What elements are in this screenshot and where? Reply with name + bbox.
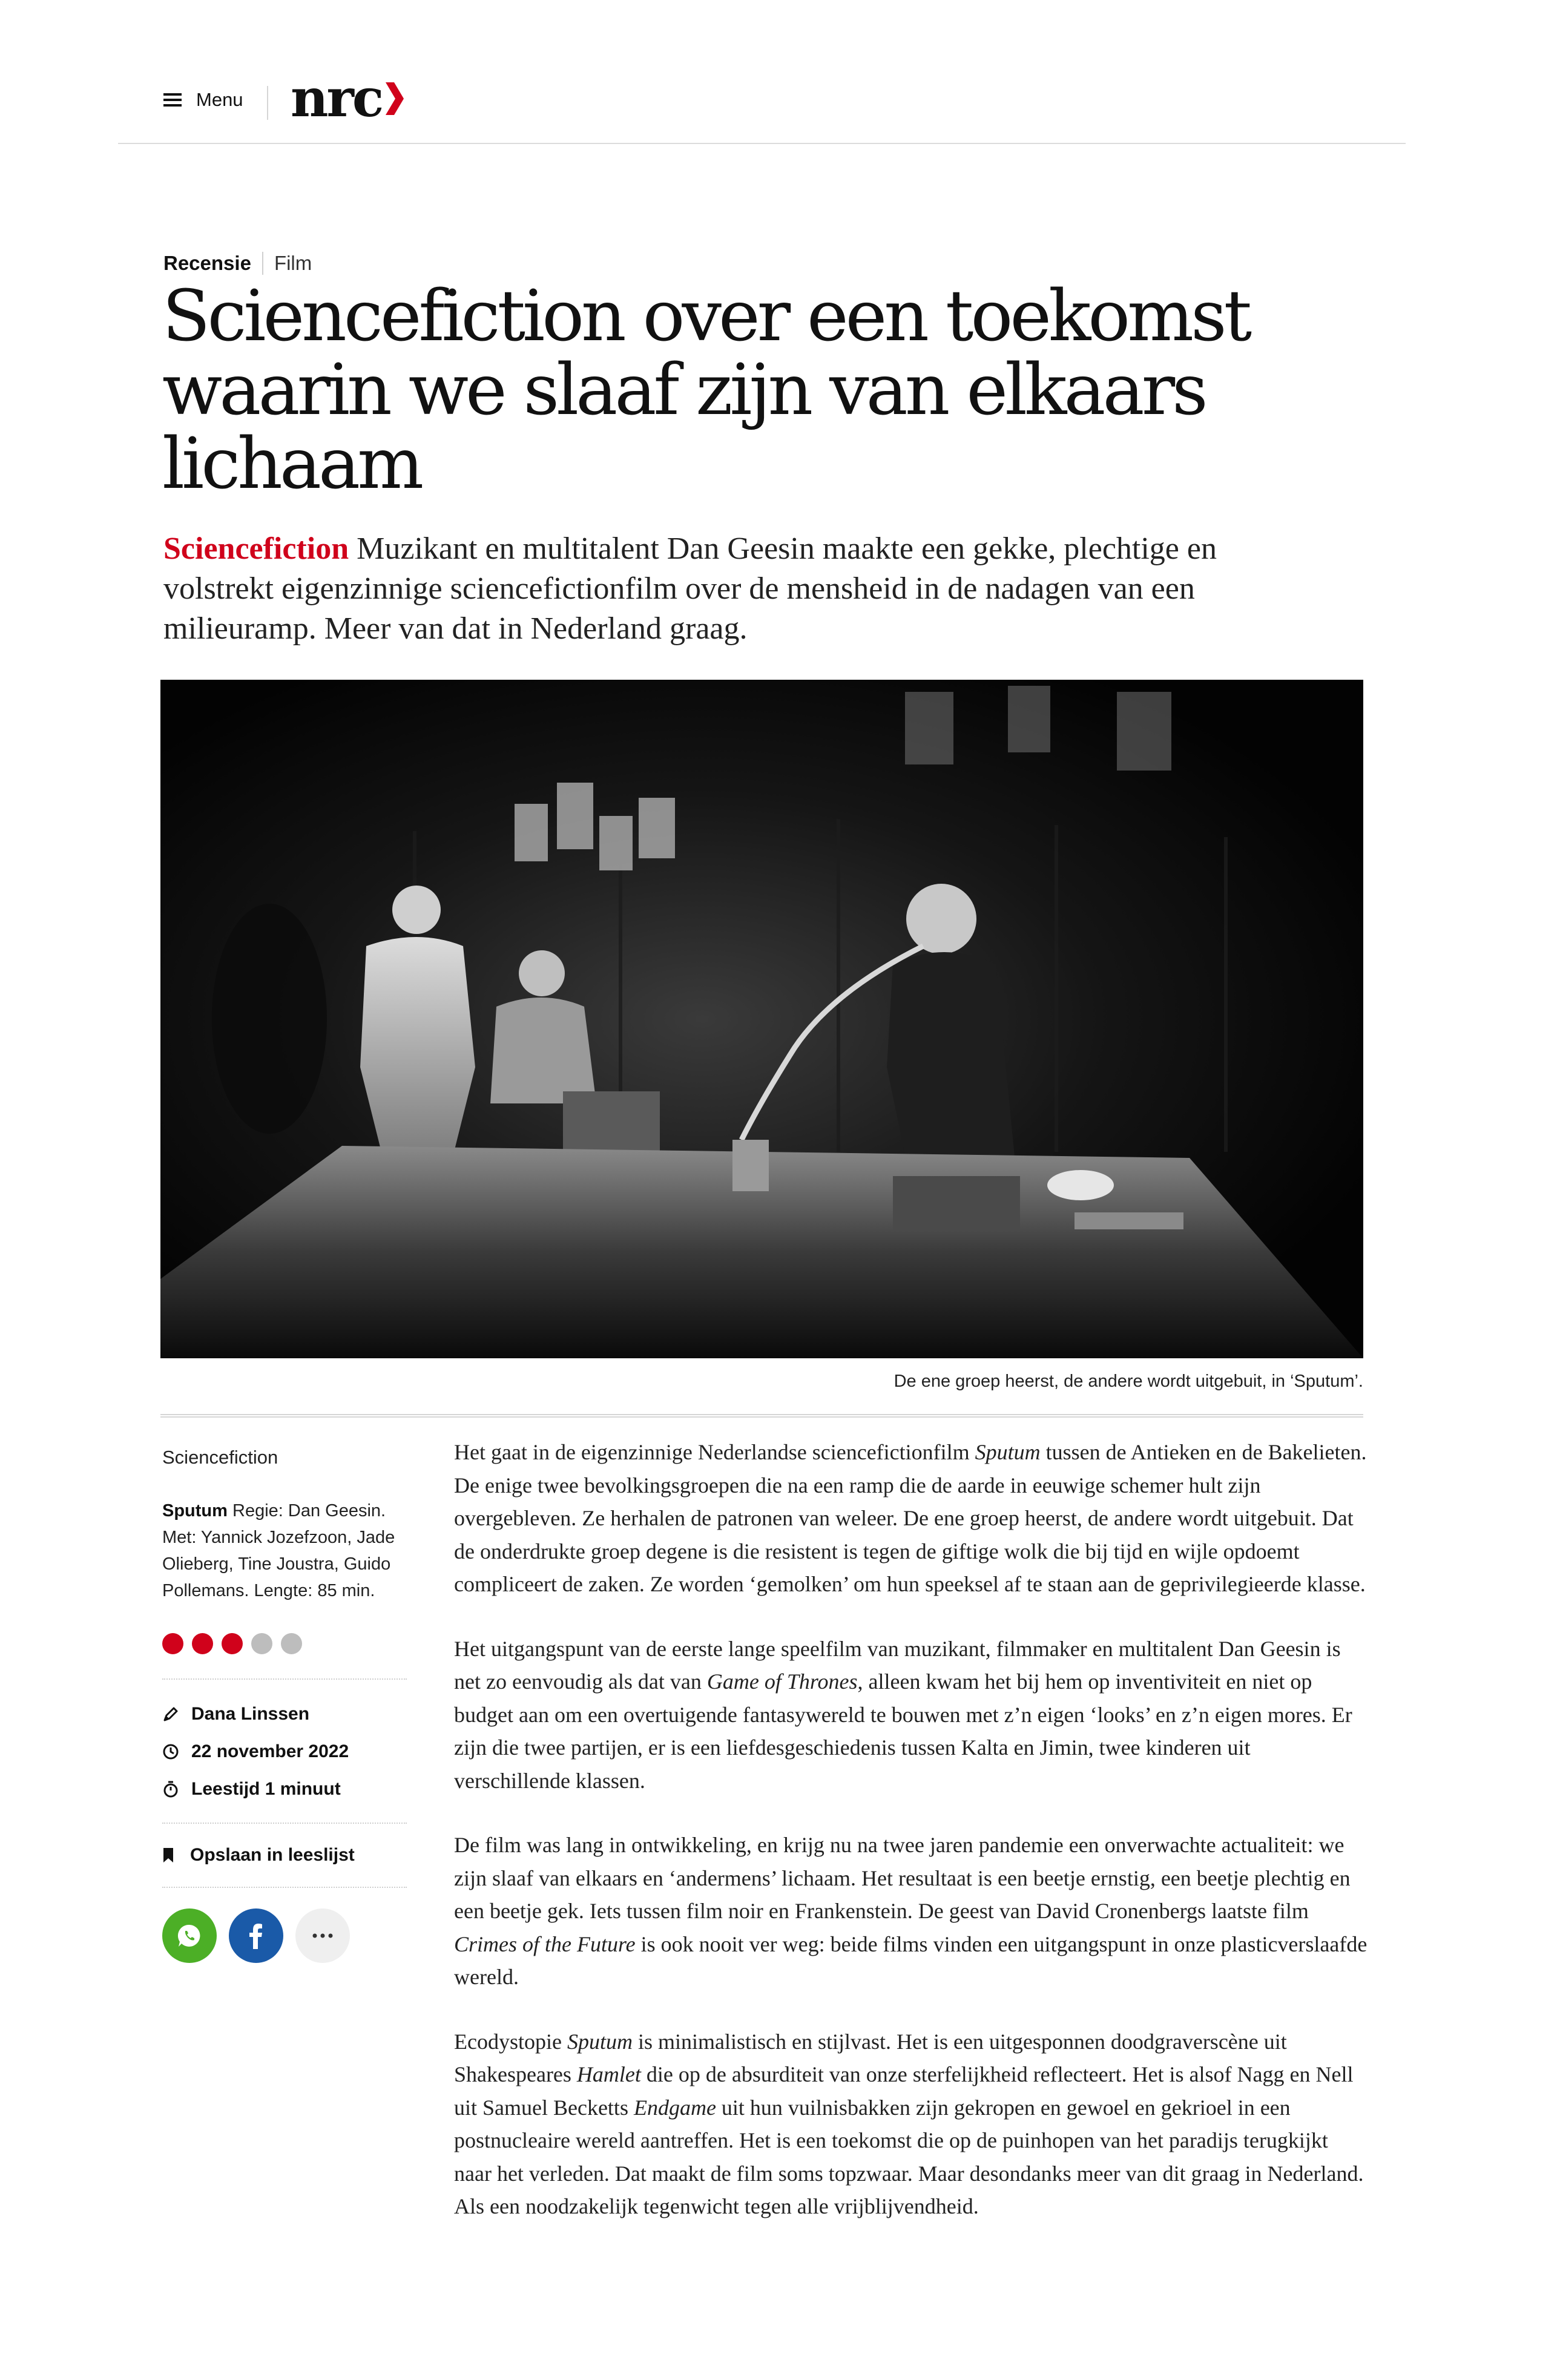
star-rating [162, 1633, 407, 1654]
text-span: tussen de Antieken en de Bakelieten. De enige twee bevolkingsgroepen die na een ramp die de aarde in eeuwige schemer hult zijn overgebleven. Ze herhalen de patronen van weleer. De ene groep heerst, de andere wordt uitgebuit. Dat de onderdrukte groep degene is die resistent is tegen de giftige wolk die bij tijd en wijle opdoemt compliceert de zaken. Ze worden ‘gemolken’ om hun speeksel af te staan aan de geprivilegieerde klasse. [454, 1440, 1367, 1596]
clock-icon [162, 1743, 179, 1760]
image-caption: De ene groep heerst, de andere wordt uitgebuit, in ‘Sputum’. [894, 1372, 1363, 1391]
text-span: Het uitgangspunt van de eerste lange speelfilm van muzikant, filmmaker en multitalent Dan Geesin is net zo eenvoudig als dat van [454, 1636, 1341, 1694]
facebook-icon [249, 1922, 263, 1949]
site-header [118, 0, 1406, 144]
kicker-separator [262, 252, 263, 275]
title-span: Hamlet [576, 2062, 641, 2086]
film-credits [162, 1497, 407, 1604]
nrc-arrow-logo [384, 81, 405, 116]
bookmark-icon [162, 1847, 174, 1864]
rating-dot-filled [162, 1633, 183, 1654]
body-paragraph [454, 1829, 1368, 1994]
sidebar-divider [162, 1823, 407, 1824]
article-kicker [163, 249, 312, 277]
logo-text: nrc [291, 68, 383, 129]
article-sidebar [162, 1447, 407, 1963]
title-span: Endgame [633, 2095, 716, 2120]
text-span: De film was lang in ontwikkeling, en krijg nu na twee jaren pandemie een onverwachte actualiteit: we zijn slaaf van elkaars en ‘andermens’ lichaam. Het resultaat is een beetje ernstig, een beetje plechtig en een beetje gek. Iets tussen film noir en Frankenstein. De geest van David Cronenbergs laatste film [454, 1833, 1351, 1923]
menu-button[interactable] [163, 85, 243, 115]
article-meta [162, 1695, 407, 1808]
rating-dot-filled [222, 1633, 243, 1654]
share-whatsapp-button[interactable] [162, 1908, 217, 1963]
kicker-type: Recensie [163, 251, 251, 274]
article-intro [163, 529, 1326, 649]
article-headline: Sciencefiction over een toekomst waarin we slaaf zijn van elkaars lichaam [162, 275, 1249, 505]
caption-divider [160, 1414, 1363, 1418]
text-span: Ecodystopie [454, 2029, 567, 2054]
publish-date: 22 november 2022 [191, 1741, 349, 1761]
header-divider [267, 86, 268, 120]
body-paragraph [454, 1632, 1368, 1798]
hamburger-icon [163, 93, 182, 107]
share-more-button[interactable] [295, 1908, 350, 1963]
date-row [162, 1733, 407, 1770]
rating-dot-filled [192, 1633, 213, 1654]
save-to-readinglist-button[interactable] [162, 1837, 407, 1873]
sidebar-section-link[interactable]: Sciencefiction [162, 1447, 278, 1468]
save-label: Opslaan in leeslijst [190, 1845, 355, 1865]
intro-label: Sciencefiction [163, 531, 349, 566]
whatsapp-icon [176, 1922, 203, 1950]
title-span: Sputum [567, 2029, 633, 2054]
film-credits-text: Regie: Dan Geesin. Met: Yannick Jozefzoon, Jade Olieberg, Tine Joustra, Guido Pollemans. Lengte: 85 min. [162, 1501, 395, 1600]
text-span: is ook nooit ver weg: beide films vinden een uitgangspunt in onze plasticverslaafde wereld. [454, 1931, 1367, 1989]
rating-dot-empty [281, 1633, 302, 1654]
film-title: Sputum [162, 1501, 228, 1520]
pen-icon [162, 1706, 179, 1723]
intro-text: Muzikant en multitalent Dan Geesin maakte een gekke, plechtige en volstrekt eigenzinnige sciencefictionfilm over de mensheid in de nadagen van een milieuramp. Meer van dat in Nederland graag. [163, 531, 1217, 646]
text-span: die op de absurditeit van onze sterfelijkheid reflecteert. Het is alsof Nagg en Nell uit Samuel Becketts [454, 2062, 1354, 2120]
sidebar-divider [162, 1678, 407, 1680]
reading-time-row [162, 1770, 407, 1808]
author-row[interactable] [162, 1695, 407, 1733]
author-name: Dana Linssen [191, 1704, 310, 1724]
nrc-logo[interactable] [291, 68, 405, 129]
text-span: Het gaat in de eigenzinnige Nederlandse sciencefictionfilm [454, 1440, 975, 1464]
menu-label: Menu [196, 89, 243, 110]
article-body [454, 1436, 1368, 2255]
reading-time: Leestijd 1 minuut [191, 1779, 341, 1799]
kicker-category[interactable]: Film [274, 251, 312, 274]
rating-dot-empty [251, 1633, 272, 1654]
sidebar-divider [162, 1887, 407, 1888]
text-span: , alleen kwam het bij hem op inventiviteit en niet op budget aan om een overtuigende fantasywereld te bouwen met z’n eigen ‘looks’ en z’n eigen mores. Er zijn die twee partijen, er is een liefdesgeschiedenis tussen Kalta en Jimin, twee kinderen uit verschillende klassen. [454, 1669, 1352, 1793]
body-paragraph [454, 2025, 1368, 2223]
body-paragraph [454, 1436, 1368, 1601]
title-span: Sputum [975, 1440, 1041, 1464]
more-dots-icon [312, 1933, 333, 1938]
text-span: uit hun vuilnisbakken zijn gekropen en gewoel en gekrioel in een postnucleaire wereld aantreffen. Het is een toekomst die op de puinhopen van het paradijs terugkijkt naar het verleden. Dat maakt de film soms topzwaar. Maar desondanks meer van dit graag in Nederland. Als een noodzakelijk tegenwicht tegen alle vrijblijvendheid. [454, 2095, 1364, 2218]
hero-image[interactable] [160, 680, 1363, 1358]
share-facebook-button[interactable] [229, 1908, 283, 1963]
title-span: Game of Thrones [706, 1669, 858, 1694]
text-span: is minimalistisch en stijlvast. Het is een uitgesponnen doodgraverscène uit Shakespeares [454, 2029, 1287, 2086]
stopwatch-icon [162, 1780, 179, 1798]
share-buttons [162, 1908, 407, 1963]
title-span: Crimes of the Future [454, 1931, 636, 1956]
film-still-illustration [160, 680, 1363, 1358]
